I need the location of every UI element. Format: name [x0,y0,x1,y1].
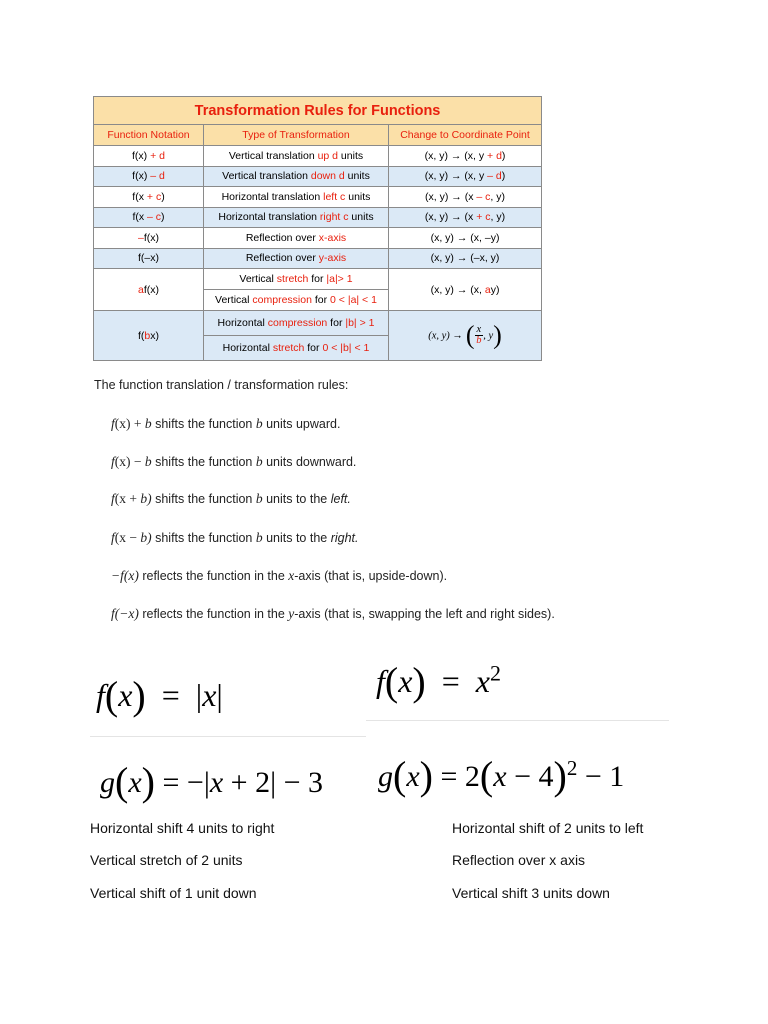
type-cell: Reflection over y-axis [204,248,389,269]
table-title: Transformation Rules for Functions [94,97,542,125]
change-cell: (x, y) → (x, –y) [389,228,542,249]
notation-cell: f(x) + d [94,146,204,167]
transformation-rules-table [93,96,542,361]
left-paren: ( [465,320,475,350]
note-right-3: Vertical shift 3 units down [452,885,610,901]
change-cell: (x, y) → (x – c, y) [389,187,542,208]
table-row [94,311,542,336]
change-cell: (x, y) → (–x, y) [389,248,542,269]
note-left-2: Vertical stretch of 2 units [90,852,243,868]
type-cell: Vertical compression for 0 < |a| < 1 [204,290,389,311]
notation-cell: af(x) [94,269,204,311]
notation-cell: f(–x) [94,248,204,269]
note-right-1: Horizontal shift of 2 units to left [452,820,644,836]
header-type-of-transformation: Type of Transformation [204,125,389,146]
table-row [94,187,542,208]
change-cell: (x, y) → (x + c, y) [389,207,542,228]
type-cell: Vertical stretch for |a|> 1 [204,269,389,290]
equation-f-square: $f(x) = x^2$ [376,659,501,704]
rule-line-reflect-x: −f(x) reflects the function in the x-axis (that is, upside-down). [111,568,448,583]
table-row [94,146,542,167]
rules-heading: The function translation / transformation rules: [94,378,349,392]
fraction: $\frac{x}{b}$ [476,324,482,346]
divider-left [90,736,366,737]
notation-cell: –f(x) [94,228,204,249]
table-row [94,166,542,187]
note-left-1: Horizontal shift 4 units to right [90,820,275,836]
type-cell: Vertical translation up d units [204,146,389,167]
rule-line: f(x + b) shifts the function b units to the left. [111,491,351,506]
note-left-3: Vertical shift of 1 unit down [90,885,257,901]
rule-line-reflect-y: f(−x) reflects the function in the y-axis (that is, swapping the left and right sides). [111,606,555,621]
note-right-2: Reflection over x axis [452,852,586,868]
header-function-notation: Function Notation [94,125,204,146]
change-cell: (x, y) → (x, y – d) [389,166,542,187]
type-cell: Horizontal stretch for 0 < |b| < 1 [204,336,389,361]
change-cell: (x, y) → ( $\frac{x}{b}$ , y) [389,311,542,361]
notation-cell: f(x) – d [94,166,204,187]
rule-line: f(x − b) shifts the function b units to the right. [111,530,359,545]
rule-line: f(x) + b shifts the function b units upward. [111,416,341,431]
table-row [94,207,542,228]
equation-f-abs: f(x) = |x| [96,673,223,718]
equation-g-square: $g(x) = 2(x - 4)^2 - 1$ [378,753,625,798]
type-cell: Horizontal compression for |b| > 1 [204,311,389,336]
change-cell: (x, y) → (x, y + d) [389,146,542,167]
notation-cell: f(bx) [94,311,204,361]
type-cell: Reflection over x-axis [204,228,389,249]
table-row [94,269,542,290]
header-change-to-coordinate: Change to Coordinate Point [389,125,542,146]
change-cell: (x, y) → (x, ay) [389,269,542,311]
divider-right [366,720,669,721]
notation-cell: f(x + c) [94,187,204,208]
type-cell: Vertical translation down d units [204,166,389,187]
notation-cell: f(x – c) [94,207,204,228]
table-row [94,228,542,249]
type-cell: Horizontal translation left c units [204,187,389,208]
table-row [94,248,542,269]
type-cell: Horizontal translation right c units [204,207,389,228]
rule-line: f(x) − b shifts the function b units downward. [111,454,357,469]
right-paren: ) [493,320,502,350]
equation-g-abs: g(x) = −|x + 2| − 3 [100,759,323,804]
